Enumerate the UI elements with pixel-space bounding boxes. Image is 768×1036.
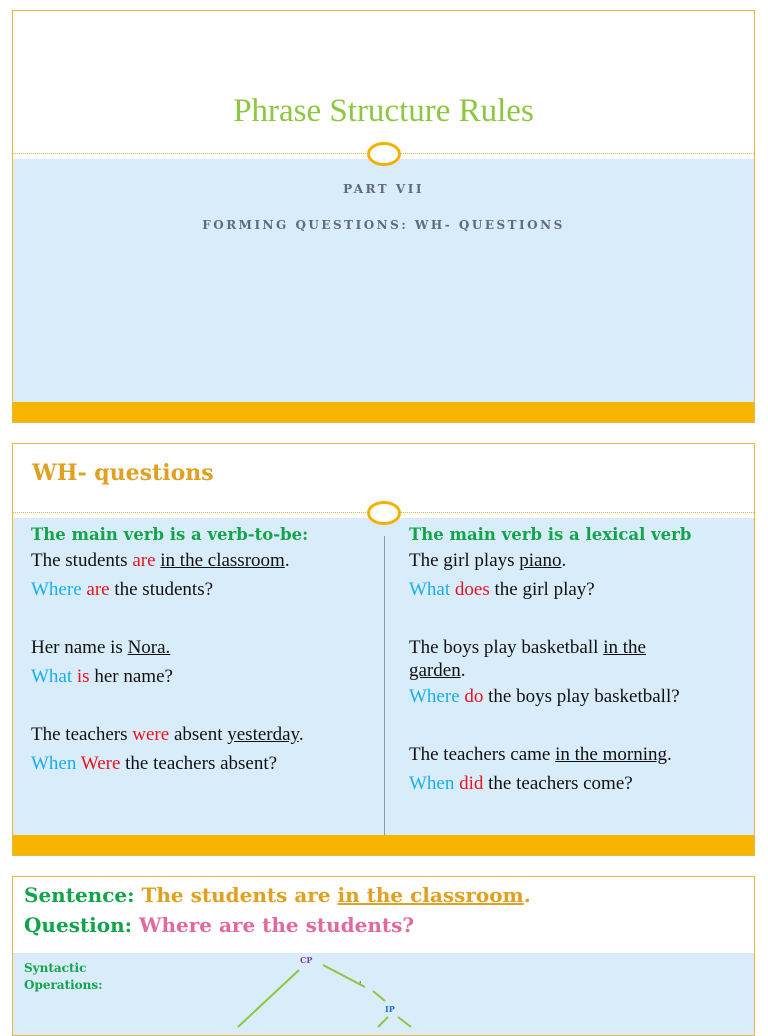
statement-line: The teachers came in the morning. xyxy=(409,744,672,765)
footer-bar xyxy=(13,402,754,422)
question-line: Where are the students? xyxy=(31,579,214,600)
statement-line: Her name is Nora. xyxy=(31,637,171,658)
tree-node-cp: CP xyxy=(300,955,313,965)
right-column-header: The main verb is a lexical verb xyxy=(409,525,692,544)
tree-branch xyxy=(373,991,385,1001)
ring-ornament-icon xyxy=(367,142,401,166)
part-label: PART VII xyxy=(343,182,424,196)
statement-line: The girl plays piano. xyxy=(409,550,567,571)
wh-questions-slide xyxy=(12,443,755,856)
question-line: When Were the teachers absent? xyxy=(31,753,278,774)
title-slide xyxy=(12,10,755,423)
slide-heading: WH- questions xyxy=(32,460,214,486)
left-column-header: The main verb is a verb-to-be: xyxy=(31,525,309,544)
subtitle: FORMING QUESTIONS: WH- QUESTIONS xyxy=(202,218,565,232)
tree-branch xyxy=(398,1017,411,1027)
page-title: Phrase Structure Rules xyxy=(233,93,534,129)
operations-label: Syntactic Operations: xyxy=(24,961,103,992)
question-line: Where do the boys play basketball? xyxy=(409,686,680,707)
sentence-line: Sentence: The students are in the classroom. xyxy=(24,883,531,907)
statement-line: The students are in the classroom. xyxy=(31,550,290,571)
syntactic-operations-slide xyxy=(12,876,755,1036)
slide-body xyxy=(13,159,754,422)
ring-ornament-icon xyxy=(367,501,401,525)
tree-branch xyxy=(378,1017,388,1027)
statement-line: The teachers were absent yesterday. xyxy=(31,724,304,745)
tree-node-mark: ' xyxy=(359,979,362,989)
footer-bar xyxy=(13,835,754,855)
right-column xyxy=(409,524,739,798)
question-line: When did the teachers come? xyxy=(409,773,633,794)
left-column xyxy=(31,524,381,778)
tree-node-ip: IP xyxy=(385,1004,395,1014)
question-line: Question: Where are the students? xyxy=(24,913,415,937)
syntax-tree xyxy=(13,877,755,1036)
question-line: What is her name? xyxy=(31,666,173,687)
question-line: What does the girl play? xyxy=(409,579,595,600)
column-divider xyxy=(384,536,385,836)
tree-branch xyxy=(238,970,299,1027)
statement-line: The boys play basketball in the garden. xyxy=(409,637,646,681)
